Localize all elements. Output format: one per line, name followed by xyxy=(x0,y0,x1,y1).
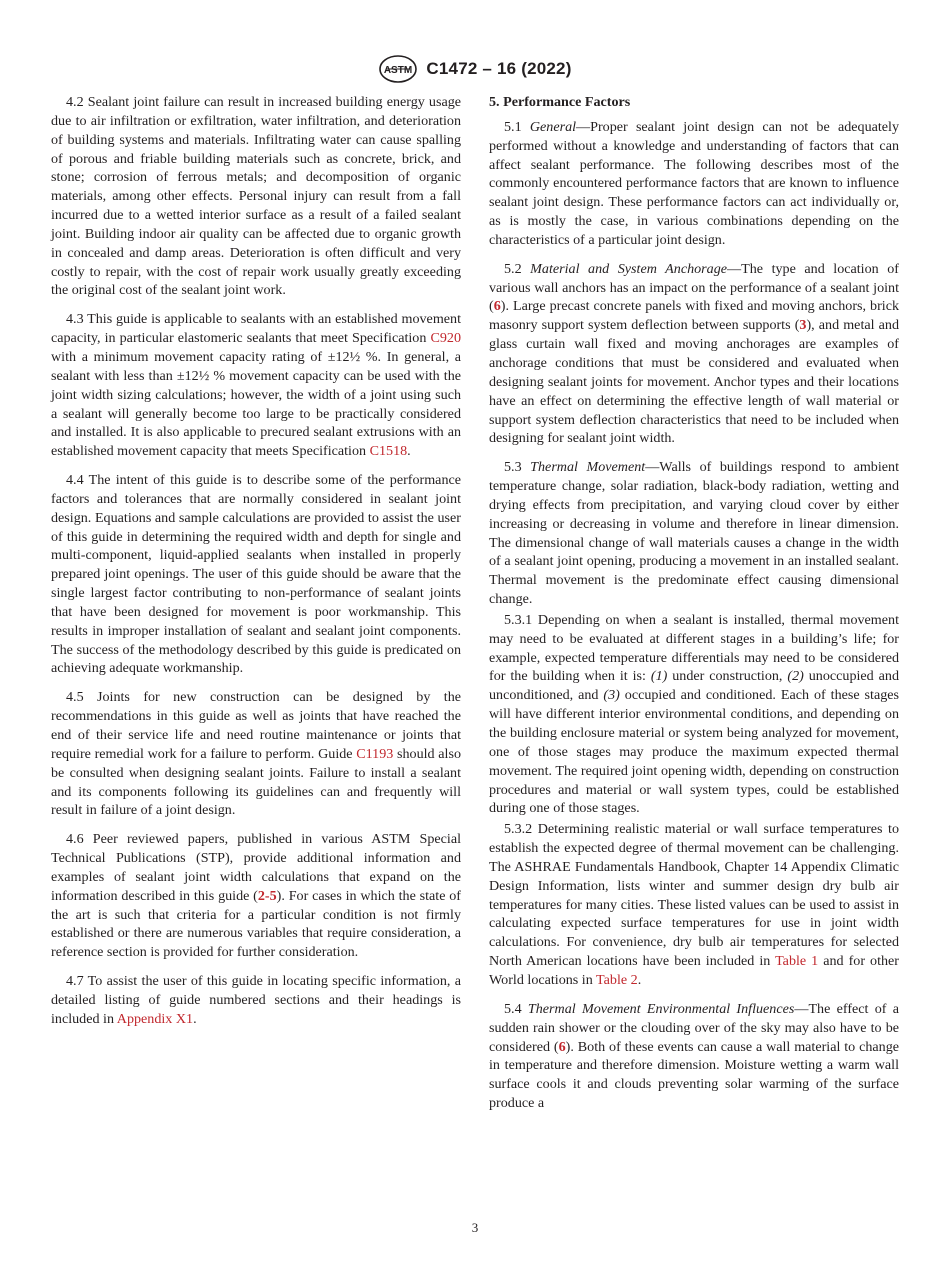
table-1-link[interactable]: Table 1 xyxy=(775,953,819,970)
reference-2-5-link[interactable]: 2-5 xyxy=(257,887,277,904)
c920-link[interactable]: C920 xyxy=(430,330,461,347)
section-4-2: 4.2 Sealant joint failure can result in increased building energy usage due to air infiltration or exfiltration, water infiltration, and deterioration of building systems and materials. Infiltrating water can cause spalling of porous and friable building materials such as concrete, brick, and stone; corrosion of ferrous metals; and decomposition of organic materials, among other effects. Personal injury can result from a fall incurred due to a wetted interior surface as a result of a failed sealant joint. Building indoor air quality can be affected due to organic growth in concealed and damp areas. Deterioration is often difficult and very costly to repair, with the cost of repair work usually greatly exceeding the original cost of the sealant joint work. xyxy=(51,94,461,299)
reference-6-link[interactable]: 6 xyxy=(493,298,501,315)
section-5-2: 5.2 Material and System Anchorage—The type and location of various wall anchors has an impact on the performance of a sealant joint (6). Large precast concrete panels with fixed and moving anchors, brick masonry support system deflection between supports (3), and metal and glass curtain wall fixed and moving anchorages are examples of anchorage conditions that must be considered and evaluated when designing sealant joints for movement. Anchor types and their locations have an effect on determining the effective length of wall material or support system deflection characteristics that need to be included when designing for sealant joint width. xyxy=(489,260,899,447)
section-4-4: 4.4 The intent of this guide is to describe some of the performance factors and tolerances that are normally considered in sealant joint design. Equations and sample calculations are provided to assist the user of this guide in determining the required width and depth for single and multi-component, liquid-applied sealants when installed in properly prepared joint openings. The user of this guide should be aware that the single largest factor contributing to non-performance of sealant joints that have been designed for movement is poor workmanship. This results in improper installation of sealant and sealant joint components. The success of the methodology described by this guide is predicated on achieving adequate workmanship. xyxy=(51,472,461,677)
logo-text: ASTM xyxy=(384,65,413,76)
document-designation: C1472 – 16 (2022) xyxy=(426,59,572,78)
c1193-link[interactable]: C1193 xyxy=(356,745,394,762)
section-4-5: 4.5 Joints for new construction can be designed by the recommendations in this guide as well as joints that have reached the end of their service life and need routine maintenance or joints that require remedial work for a failure to perform. Guide C1193 should also be consulted when designing sealant joints. Failure to install a sealant and its components following its guidelines can and frequently will result in failure of a joint design. xyxy=(51,689,461,819)
section-4-3: 4.3 This guide is applicable to sealants with an established movement capacity, in particular elastomeric sealants that meet Specification C920 with a minimum movement capacity rating of ±12½ %. In general, a sealant with less than ±12½ % movement capacity can be used with the joint width sizing calculations; however, the width of a joint using such a sealant will generally become too large to be practically considered and installed. It is also applicable to precured sealant extrusions with an established movement capacity that meets Specification C1518. xyxy=(51,311,461,460)
c1518-link[interactable]: C1518 xyxy=(369,443,408,460)
section-5-1: 5.1 General—Proper sealant joint design can not be adequately performed without a knowledge and understanding of factors that can affect sealant performance. The following describes most of the commonly encountered performance factors that are known to influence sealant joint design. These performance factors can act individually or, as is mostly the case, in various combinations depending on the characteristics of a particular joint design. xyxy=(489,118,900,248)
section-heading: 5. Performance Factors xyxy=(489,94,631,110)
section-5-3-2: 5.3.2 Determining realistic material or wall surface temperatures to establish the expected degree of thermal movement can be challenging. The ASHRAE Fundamentals Handbook, Chapter 14 Appendix Climatic Design Information, lists winter and summer design dry bulb air temperatures for many cities. These listed values can be used to assist in calculating expected surface temperatures for use in joint width calculations. For convenience, dry bulb air temperatures for selected North American locations have been included in Table 1 and for other World locations in Table 2. xyxy=(489,821,899,988)
section-4-7: 4.7 To assist the user of this guide in locating specific information, a detailed listing of guide numbered sections and their headings is included in Appendix X1. xyxy=(51,973,461,1027)
page-number: 3 xyxy=(471,1220,479,1235)
section-5-3-1: 5.3.1 Depending on when a sealant is installed, thermal movement may need to be evaluated at different stages in a building’s life; for example, expected temperature differentials may need to be considered for the building when it is: (1) under construction, (2) unoccupied and unconditioned, and (3) occupied and conditioned. Each of these stages will have different interior environmental conditions, and depending on the building enclosure material or system being analyzed for movement, one of those stages may produce the maximum expected thermal movement. The required joint opening width, depending on construction procedures and material or wall system types, could be established during one of those stages. xyxy=(489,611,899,817)
reference-3-link[interactable]: 3 xyxy=(799,317,807,334)
appendix-x1-link[interactable]: Appendix X1 xyxy=(116,1010,194,1027)
table-2-link[interactable]: Table 2 xyxy=(596,971,638,988)
page-header xyxy=(0,54,950,84)
astm-logo xyxy=(378,54,418,84)
section-4-6: 4.6 Peer reviewed papers, published in various ASTM Special Technical Publications (STP), provide additional information and examples of sealant joint width calculations that expand on the information described in this guide (2-5). For cases in which the state of the art is such that criteria for a particular condition is not firmly established or there are numerous variables that require consideration, a reference section is provided for further consideration. xyxy=(51,831,461,961)
section-5-4: 5.4 Thermal Movement Environmental Influences—The effect of a sudden rain shower or the clouding over of the sky may also have to be considered (6). Both of these events can cause a wall material to change in temperature and therefore dimension. Moisture wetting a warm wall surface cools it and clouds preventing solar warming of the surface produce a xyxy=(489,1000,900,1112)
left-column xyxy=(51,93,461,1039)
right-column xyxy=(489,93,899,1123)
reference-6-link[interactable]: 6 xyxy=(558,1038,566,1055)
section-5-3: 5.3 Thermal Movement—Walls of buildings respond to ambient temperature change, solar radiation, black-body radiation, wetting and drying effects from precipitation, and varying cloud cover by either increasing or decreasing in volume and therefore in linear dimension. The dimensional change of wall materials causes a change in the width of a sealant joint opening, producing a movement in an installed sealant. Thermal movement is the predominate effect causing dimensional change. xyxy=(489,459,899,608)
